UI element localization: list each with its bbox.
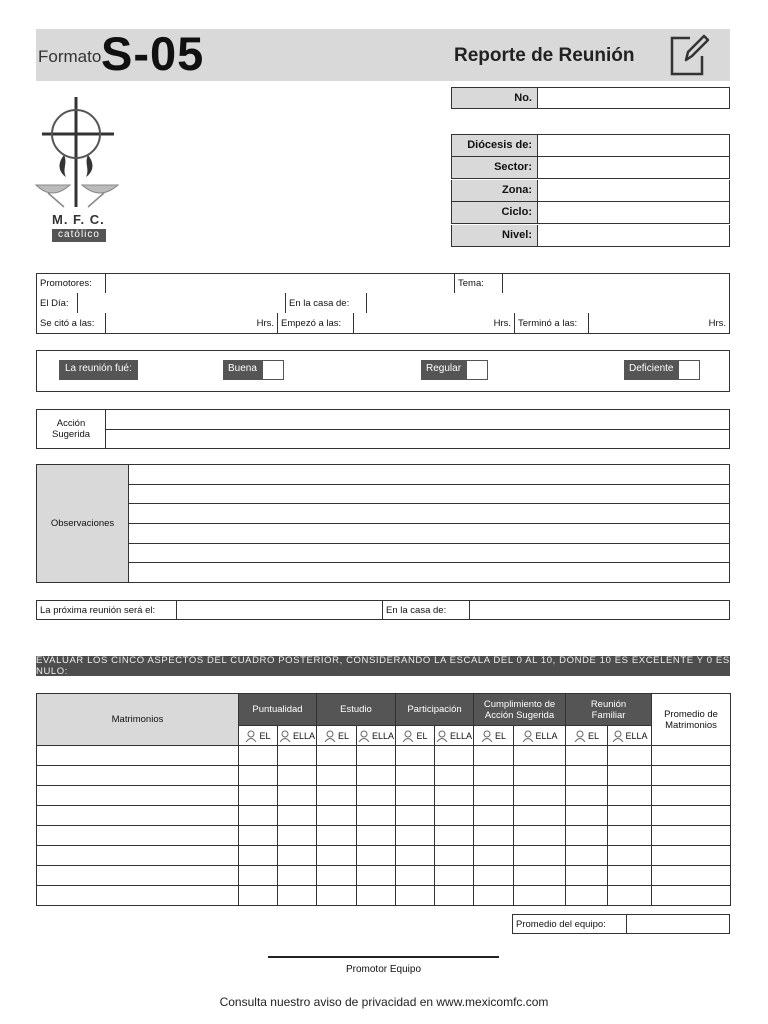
table-cell[interactable] bbox=[514, 746, 566, 766]
table-cell[interactable] bbox=[608, 826, 652, 846]
termino-label: Terminó a las: bbox=[515, 313, 589, 333]
table-cell[interactable] bbox=[474, 786, 514, 806]
table-cell[interactable] bbox=[652, 846, 731, 866]
sex-header-ella bbox=[278, 726, 317, 746]
table-cell[interactable] bbox=[652, 746, 731, 766]
tema-input[interactable] bbox=[503, 274, 729, 293]
table-cell[interactable] bbox=[435, 746, 474, 766]
table-cell[interactable] bbox=[37, 806, 239, 826]
sex-label-el: EL bbox=[259, 730, 271, 741]
signature-label: Promotor Equipo bbox=[345, 964, 422, 975]
table-row bbox=[37, 806, 731, 826]
table-cell[interactable] bbox=[608, 766, 652, 786]
table-cell[interactable] bbox=[278, 866, 317, 886]
cito-input[interactable] bbox=[106, 313, 278, 333]
sex-header-el bbox=[474, 726, 514, 746]
table-row bbox=[37, 866, 731, 886]
promedio-equipo-label: Promedio del equipo: bbox=[513, 915, 627, 933]
cito-label: Se citó a las: bbox=[37, 313, 106, 333]
cito-hrs: Hrs. bbox=[256, 317, 274, 329]
sex-header-ella bbox=[514, 726, 566, 746]
table-cell[interactable] bbox=[566, 846, 608, 866]
table-cell[interactable] bbox=[357, 786, 396, 806]
table-cell[interactable] bbox=[317, 806, 357, 826]
field-sector[interactable] bbox=[451, 157, 730, 179]
no-label: No. bbox=[452, 88, 538, 108]
field-ciclo-label: Ciclo: bbox=[452, 202, 538, 223]
evaluation-rows bbox=[37, 746, 731, 906]
table-cell[interactable] bbox=[474, 866, 514, 886]
promedio-equipo-input[interactable] bbox=[627, 915, 729, 933]
accion-line-input[interactable] bbox=[106, 410, 729, 430]
table-row bbox=[37, 746, 731, 766]
table-cell[interactable] bbox=[435, 826, 474, 846]
table-row bbox=[37, 846, 731, 866]
table-cell[interactable] bbox=[317, 746, 357, 766]
person-icon bbox=[245, 730, 257, 742]
table-cell[interactable] bbox=[652, 886, 731, 906]
rating-option-buena[interactable] bbox=[223, 360, 284, 380]
promotores-label: Promotores: bbox=[37, 274, 106, 293]
field-nivel-label: Nivel: bbox=[452, 225, 538, 246]
field-zona-label: Zona: bbox=[452, 180, 538, 201]
termino-hrs: Hrs. bbox=[708, 317, 726, 329]
proxima-label: La próxima reunión será el: bbox=[37, 601, 177, 619]
logo-catolico: católico bbox=[52, 229, 106, 242]
table-cell[interactable] bbox=[652, 866, 731, 886]
table-cell[interactable] bbox=[608, 746, 652, 766]
table-cell[interactable] bbox=[317, 766, 357, 786]
sex-header-ella bbox=[608, 726, 652, 746]
table-cell[interactable] bbox=[278, 846, 317, 866]
table-cell[interactable] bbox=[652, 766, 731, 786]
observaciones-line[interactable] bbox=[129, 485, 729, 505]
sex-label-el: EL bbox=[588, 730, 600, 741]
table-cell[interactable] bbox=[396, 846, 435, 866]
table-cell[interactable] bbox=[239, 786, 278, 806]
table-cell[interactable] bbox=[652, 806, 731, 826]
privacy-footer: Consulta nuestro aviso de privacidad en www.mexicomfc.com bbox=[219, 995, 549, 1009]
table-cell[interactable] bbox=[566, 886, 608, 906]
formato-code: S-05 bbox=[101, 27, 205, 80]
table-cell[interactable] bbox=[239, 806, 278, 826]
person-icon bbox=[436, 730, 448, 742]
table-cell[interactable] bbox=[396, 786, 435, 806]
table-cell[interactable] bbox=[474, 746, 514, 766]
proxima-casa-input[interactable] bbox=[470, 601, 729, 619]
table-cell[interactable] bbox=[474, 846, 514, 866]
field-nivel[interactable] bbox=[451, 225, 730, 247]
row-horas bbox=[36, 313, 730, 334]
table-cell[interactable] bbox=[514, 846, 566, 866]
aspect-participacion: Participación bbox=[396, 694, 474, 726]
sex-label-ella: ELLA bbox=[449, 730, 473, 741]
dia-input[interactable] bbox=[78, 293, 286, 313]
promotores-input[interactable] bbox=[106, 274, 455, 293]
field-sector-label: Sector: bbox=[452, 157, 538, 178]
proxima-input[interactable] bbox=[177, 601, 383, 619]
field-zona[interactable] bbox=[451, 180, 730, 202]
table-cell[interactable] bbox=[278, 806, 317, 826]
evaluation-instructions: EVALUAR LOS CINCO ASPECTOS DEL CUADRO POSTERIOR, CONSIDERANDO LA ESCALA DEL 0 AL 10, DONDE 10 ES EXCELENTE Y 0 ES NULO: bbox=[36, 655, 730, 677]
person-icon bbox=[481, 730, 493, 742]
person-icon bbox=[324, 730, 336, 742]
table-cell[interactable] bbox=[566, 746, 608, 766]
table-cell[interactable] bbox=[37, 826, 239, 846]
empezo-hrs: Hrs. bbox=[493, 317, 511, 329]
rating-label bbox=[59, 360, 138, 380]
sex-label-ella: ELLA bbox=[371, 730, 395, 741]
rating-option-deficiente-label: Deficiente bbox=[624, 360, 678, 380]
row-dia bbox=[36, 293, 730, 314]
sex-header-ella bbox=[357, 726, 396, 746]
sex-label-ella: ELLA bbox=[625, 730, 648, 741]
promedio-equipo bbox=[512, 914, 730, 934]
termino-input[interactable] bbox=[589, 313, 729, 333]
observaciones-line[interactable] bbox=[129, 465, 729, 485]
table-cell[interactable] bbox=[608, 806, 652, 826]
table-cell[interactable] bbox=[435, 766, 474, 786]
dia-label: El Día: bbox=[37, 293, 78, 313]
table-cell[interactable] bbox=[278, 886, 317, 906]
table-cell[interactable] bbox=[357, 746, 396, 766]
table-cell[interactable] bbox=[317, 886, 357, 906]
casa-input[interactable] bbox=[367, 293, 729, 313]
table-cell[interactable] bbox=[396, 886, 435, 906]
field-diocesis-label: Diócesis de: bbox=[452, 135, 538, 156]
table-cell[interactable] bbox=[514, 766, 566, 786]
aspect-cumplimiento: Cumplimiento de Acción Sugerida bbox=[474, 694, 566, 726]
table-cell[interactable] bbox=[474, 826, 514, 846]
matrimonios-header: Matrimonios bbox=[37, 694, 239, 746]
sex-header-el bbox=[239, 726, 278, 746]
evaluation-table bbox=[36, 693, 731, 906]
observaciones-line[interactable] bbox=[129, 524, 729, 544]
empezo-input[interactable] bbox=[354, 313, 515, 333]
table-cell[interactable] bbox=[474, 766, 514, 786]
table-cell[interactable] bbox=[514, 886, 566, 906]
table-cell[interactable] bbox=[37, 746, 239, 766]
table-cell[interactable] bbox=[435, 786, 474, 806]
table-cell[interactable] bbox=[474, 886, 514, 906]
table-cell[interactable] bbox=[396, 866, 435, 886]
table-cell[interactable] bbox=[37, 786, 239, 806]
table-cell[interactable] bbox=[357, 866, 396, 886]
proxima-casa-label: En la casa de: bbox=[383, 601, 470, 619]
observaciones-label: Observaciones bbox=[37, 465, 129, 582]
person-icon bbox=[279, 730, 291, 742]
table-cell[interactable] bbox=[608, 866, 652, 886]
person-icon bbox=[612, 730, 624, 742]
person-icon bbox=[358, 730, 370, 742]
table-cell[interactable] bbox=[608, 886, 652, 906]
table-cell[interactable] bbox=[239, 866, 278, 886]
aspect-estudio: Estudio bbox=[317, 694, 396, 726]
field-diocesis[interactable] bbox=[451, 135, 730, 157]
table-cell[interactable] bbox=[239, 766, 278, 786]
observaciones-line[interactable] bbox=[129, 504, 729, 524]
accion-line-input[interactable] bbox=[106, 430, 729, 449]
table-row bbox=[37, 766, 731, 786]
sex-header-el bbox=[566, 726, 608, 746]
rating-option-regular-label: Regular bbox=[421, 360, 466, 380]
aspect-reunion-familiar: Reunión Familiar bbox=[566, 694, 652, 726]
table-cell[interactable] bbox=[317, 846, 357, 866]
rating-option-deficiente[interactable] bbox=[624, 360, 700, 380]
sex-header-ella bbox=[435, 726, 474, 746]
table-cell[interactable] bbox=[608, 846, 652, 866]
rating-option-deficiente-checkbox[interactable] bbox=[678, 360, 700, 380]
table-row bbox=[37, 826, 731, 846]
table-cell[interactable] bbox=[514, 806, 566, 826]
rating-label-text: La reunión fué: bbox=[59, 360, 138, 380]
promedio-matrimonios-header: Promedio de Matrimonios bbox=[652, 694, 731, 746]
person-icon bbox=[522, 730, 534, 742]
logo-mfc: M. F. C. bbox=[52, 212, 105, 227]
table-cell[interactable] bbox=[514, 826, 566, 846]
table-cell[interactable] bbox=[566, 806, 608, 826]
table-cell[interactable] bbox=[357, 886, 396, 906]
table-cell[interactable] bbox=[652, 826, 731, 846]
sex-label-ella: ELLA bbox=[292, 730, 316, 741]
observaciones-line[interactable] bbox=[129, 544, 729, 564]
table-cell[interactable] bbox=[396, 746, 435, 766]
sex-label-el: EL bbox=[495, 730, 507, 741]
table-cell[interactable] bbox=[317, 786, 357, 806]
table-cell[interactable] bbox=[566, 766, 608, 786]
observaciones-box bbox=[36, 464, 730, 583]
accion-sugerida-label bbox=[37, 410, 106, 448]
casa-label: En la casa de: bbox=[286, 293, 367, 313]
table-row bbox=[37, 886, 731, 906]
table-cell[interactable] bbox=[514, 866, 566, 886]
table-cell[interactable] bbox=[435, 846, 474, 866]
table-cell[interactable] bbox=[396, 826, 435, 846]
accion-sugerida-box bbox=[36, 409, 730, 449]
table-cell[interactable] bbox=[37, 766, 239, 786]
empezo-label: Empezó a las: bbox=[278, 313, 354, 333]
sex-label-el: EL bbox=[337, 730, 349, 741]
table-cell[interactable] bbox=[396, 806, 435, 826]
table-cell[interactable] bbox=[317, 866, 357, 886]
no-field[interactable] bbox=[451, 87, 730, 109]
table-cell[interactable] bbox=[357, 846, 396, 866]
edit-icon bbox=[668, 32, 710, 78]
table-cell[interactable] bbox=[396, 766, 435, 786]
table-cell[interactable] bbox=[514, 786, 566, 806]
table-cell[interactable] bbox=[37, 846, 239, 866]
table-cell[interactable] bbox=[239, 746, 278, 766]
table-cell[interactable] bbox=[357, 826, 396, 846]
sex-label-el: EL bbox=[416, 730, 428, 741]
table-cell[interactable] bbox=[278, 746, 317, 766]
sex-header-el bbox=[317, 726, 357, 746]
table-cell[interactable] bbox=[652, 786, 731, 806]
table-cell[interactable] bbox=[608, 786, 652, 806]
person-icon bbox=[574, 730, 586, 742]
table-cell[interactable] bbox=[37, 886, 239, 906]
table-cell[interactable] bbox=[357, 806, 396, 826]
table-cell[interactable] bbox=[566, 866, 608, 886]
table-cell[interactable] bbox=[239, 886, 278, 906]
accion-line2: Sugerida bbox=[51, 429, 91, 440]
observaciones-line[interactable] bbox=[129, 563, 729, 582]
person-icon bbox=[402, 730, 414, 742]
field-ciclo[interactable] bbox=[451, 202, 730, 224]
rating-option-regular-checkbox[interactable] bbox=[466, 360, 488, 380]
table-cell[interactable] bbox=[435, 806, 474, 826]
table-cell[interactable] bbox=[278, 826, 317, 846]
formato-word: Formato bbox=[38, 47, 102, 66]
rating-option-buena-checkbox[interactable] bbox=[262, 360, 284, 380]
table-cell[interactable] bbox=[278, 766, 317, 786]
report-title: Reporte de Reunión bbox=[454, 45, 635, 66]
table-cell[interactable] bbox=[239, 826, 278, 846]
row-proxima bbox=[36, 600, 730, 620]
table-cell[interactable] bbox=[239, 846, 278, 866]
signature-line bbox=[268, 956, 499, 958]
table-cell[interactable] bbox=[37, 866, 239, 886]
sex-header-el bbox=[396, 726, 435, 746]
table-cell[interactable] bbox=[278, 786, 317, 806]
table-cell[interactable] bbox=[435, 866, 474, 886]
table-cell[interactable] bbox=[435, 886, 474, 906]
table-cell[interactable] bbox=[357, 766, 396, 786]
sex-label-ella: ELLA bbox=[535, 730, 558, 741]
tema-label: Tema: bbox=[455, 274, 503, 293]
accion-line1: Acción bbox=[56, 418, 86, 429]
table-cell[interactable] bbox=[566, 786, 608, 806]
mfc-logo-icon bbox=[34, 97, 124, 217]
table-cell[interactable] bbox=[566, 826, 608, 846]
table-cell[interactable] bbox=[317, 826, 357, 846]
rating-option-regular[interactable] bbox=[421, 360, 488, 380]
aspect-puntualidad: Puntualidad bbox=[239, 694, 317, 726]
rating-option-buena-label: Buena bbox=[223, 360, 262, 380]
table-cell[interactable] bbox=[474, 806, 514, 826]
row-promotores bbox=[36, 273, 730, 294]
table-row bbox=[37, 786, 731, 806]
